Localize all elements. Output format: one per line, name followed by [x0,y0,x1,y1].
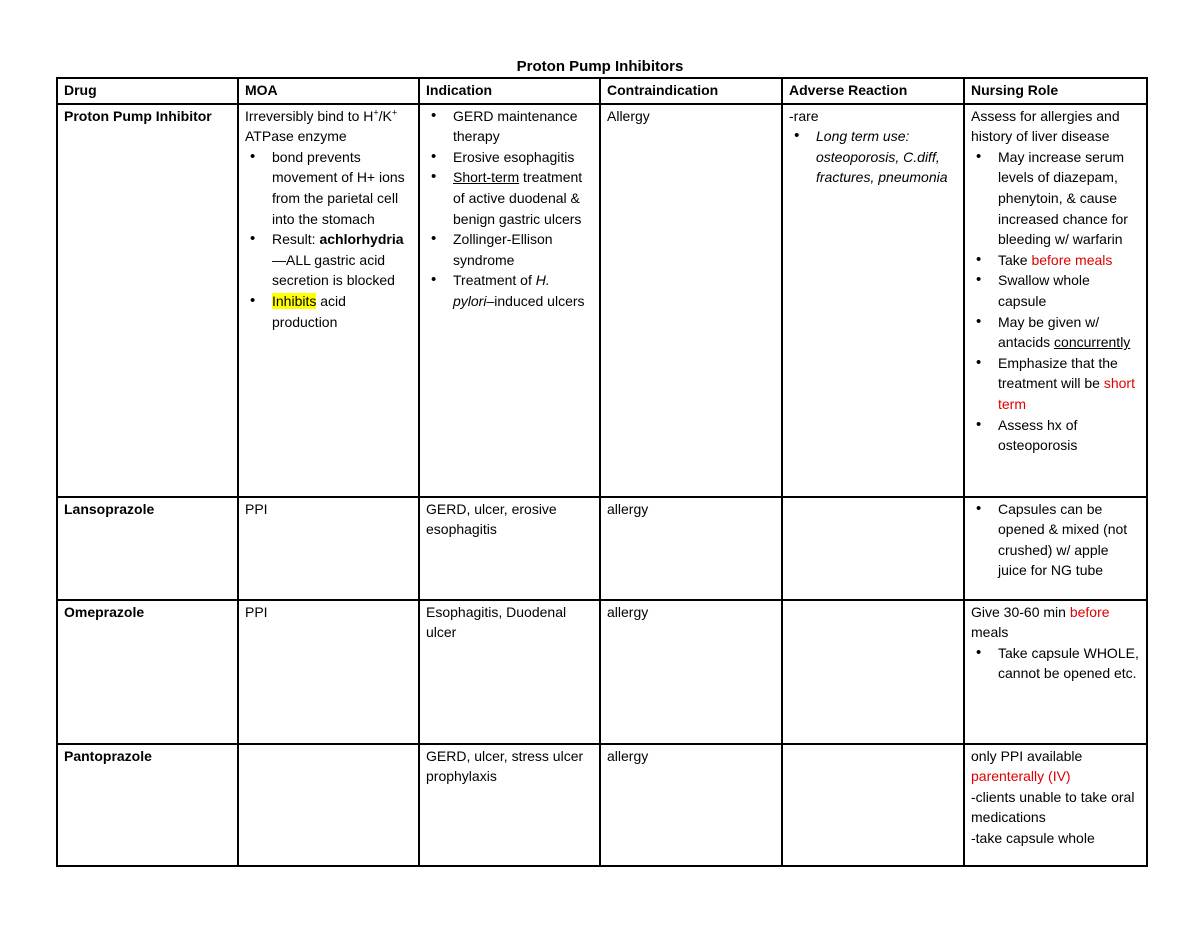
drug-cell: Omeprazole [57,600,238,744]
moa-cell: PPI [238,600,419,744]
list-item: • Erosive esophagitis [453,147,593,168]
table-row [57,744,1147,866]
nursing-list [971,147,1140,456]
list-item: • Assess hx of osteoporosis [998,415,1140,456]
indication-cell: Esophagitis, Duodenal ulcer [419,600,600,744]
list-item: • Result: achlorhydria—ALL gastric acid secretion is blocked [272,229,412,291]
contraindication-cell: Allergy [600,104,782,497]
list-item: • bond prevents movement of H+ ions from the parietal cell into the stomach [272,147,412,229]
list-item: • Capsules can be opened & mixed (not crushed) w/ apple juice for NG tube [998,499,1140,581]
adverse-reaction-cell [782,600,964,744]
list-item: • Long term use: osteoporosis, C.diff, fractures, pneumonia [816,126,957,188]
nursing-list [971,643,1140,684]
table-header-row [57,78,1147,104]
list-item: • Inhibits acid production [272,291,412,332]
list-item: • May increase serum levels of diazepam, phenytoin, & cause increased chance for bleeding w/ warfarin [998,147,1140,250]
indication-cell [419,104,600,497]
nursing-list [971,499,1140,581]
document-title: Proton Pump Inhibitors [516,58,684,75]
contraindication-cell: allergy [600,744,782,866]
drug-cell: Lansoprazole [57,497,238,600]
list-item: • Emphasize that the treatment will be short term [998,353,1140,415]
header-drug: Drug [57,78,238,104]
table-row [57,497,1147,600]
drug-cell: Proton Pump Inhibitor [57,104,238,497]
header-indication: Indication [419,78,600,104]
highlighted-text: Inhibits [272,292,317,309]
table-row [57,104,1147,497]
moa-cell: PPI [238,497,419,600]
nursing-role-cell: Assess for allergies and history of liver disease • May increase serum levels of diazepam, phenytoin, & cause increased chance for bleeding w/ warfarin • Take before meals • Swallow whole capsule • May be given w/ antacids concurrently • Emphasize that the treatment will be short term • Assess hx of osteoporosis [964,104,1147,497]
header-adverse-reaction: Adverse Reaction [782,78,964,104]
table-row [57,600,1147,744]
header-contraindication: Contraindication [600,78,782,104]
adverse-reaction-cell: -rare • Long term use: osteoporosis, C.diff, fractures, pneumonia [782,104,964,497]
list-item: • Zollinger-Ellison syndrome [453,229,593,270]
contraindication-cell: allergy [600,497,782,600]
adverse-reaction-cell [782,744,964,866]
nursing-role-cell [964,497,1147,600]
list-item: • Take before meals [998,250,1140,271]
header-nursing-role: Nursing Role [964,78,1147,104]
list-item: • Swallow whole capsule [998,270,1140,311]
moa-cell [238,744,419,866]
nursing-role-cell: only PPI available parenterally (IV) -clients unable to take oral medications -take capsule whole [964,744,1147,866]
drug-cell: Pantoprazole [57,744,238,866]
list-item: • May be given w/ antacids concurrently [998,312,1140,353]
adverse-list [789,126,957,188]
indication-cell: GERD, ulcer, stress ulcer prophylaxis [419,744,600,866]
moa-intro: Irreversibly bind to H+/K+ ATPase enzyme [245,106,398,145]
indication-list [426,106,593,312]
list-item: • Short-term treatment of active duodenal & benign gastric ulcers [453,167,593,229]
ppi-table [56,77,1148,867]
list-item: • Treatment of H. pylori–induced ulcers [453,270,593,311]
indication-cell: GERD, ulcer, erosive esophagitis [419,497,600,600]
list-item: • GERD maintenance therapy [453,106,593,147]
header-moa: MOA [238,78,419,104]
nursing-role-cell: Give 30-60 min before meals • Take capsule WHOLE, cannot be opened etc. [964,600,1147,744]
moa-list [245,147,412,332]
contraindication-cell: allergy [600,600,782,744]
list-item: • Take capsule WHOLE, cannot be opened etc. [998,643,1140,684]
adverse-reaction-cell [782,497,964,600]
moa-cell [238,104,419,497]
